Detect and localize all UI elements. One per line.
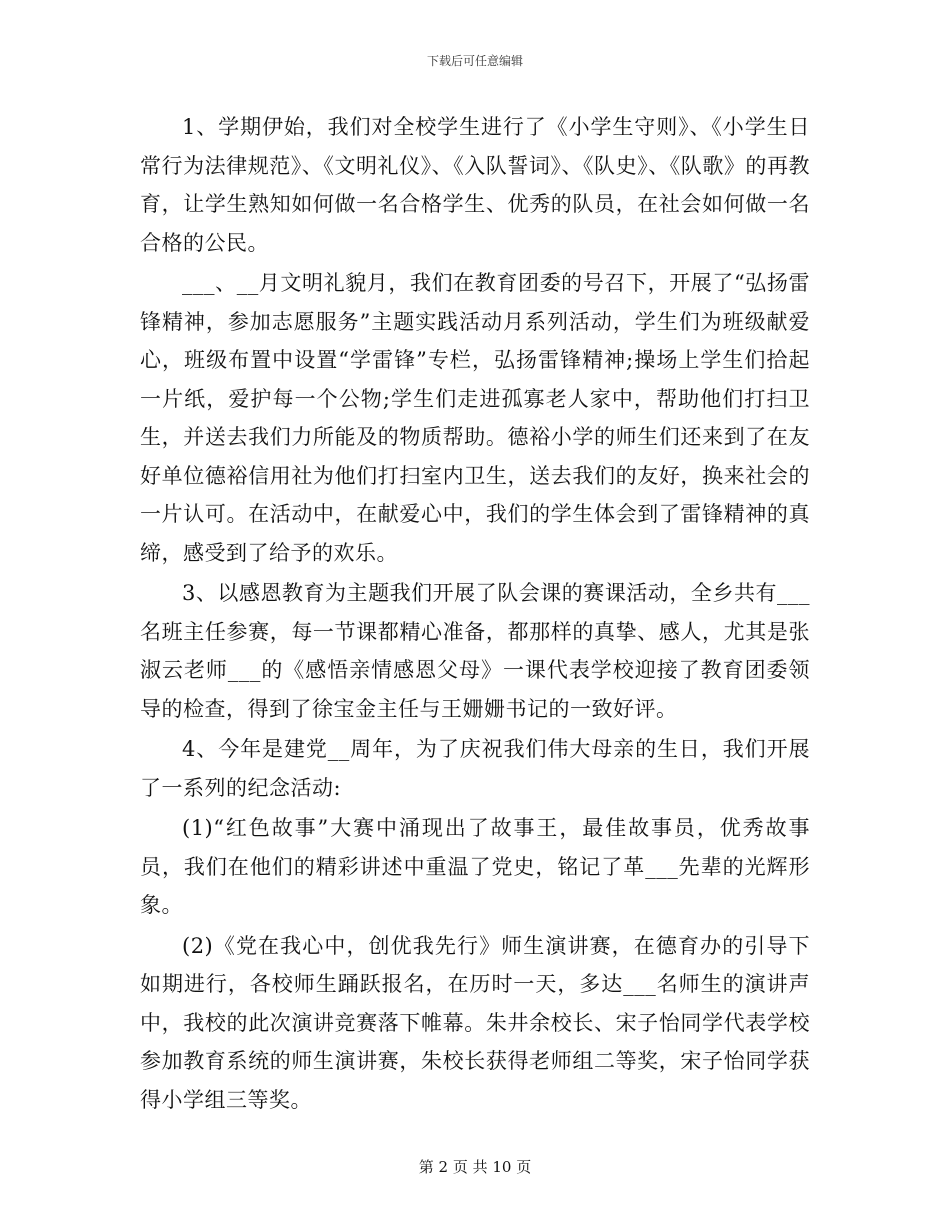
page-header-note: 下载后可任意编辑 <box>426 54 523 68</box>
paragraph-1: 1、学期伊始，我们对全校学生进行了《小学生守则》、《小学生日常行为法律规范》、《文明礼仪》、《入队誓词》、《队史》、《队歌》的再教育，让学生熟知如何做一名合格学生、优秀的队员，在社会如何做一名合格的公民。 <box>140 115 810 255</box>
paragraph-3: 3、以感恩教育为主题我们开展了队会课的赛课活动，全乡共有___名班主任参赛，每一节课都精心准备，都那样的真挚、感人，尤其是张淑云老师___的《感悟亲情感恩父母》一课代表学校迎接了教育团委领导的检查，得到了徐宝金主任与王姗姗书记的一致好评。 <box>140 581 810 721</box>
paragraph-4: 4、今年是建党__周年，为了庆祝我们伟大母亲的生日，我们开展了一系列的纪念活动: <box>140 737 810 800</box>
page-number-footer: 第 2 页 共 10 页 <box>418 1158 532 1176</box>
paragraph-5: (1)“红色故事”大赛中涌现出了故事王，最佳故事员，优秀故事员，我们在他们的精彩讲述中重温了党史，铭记了革___先辈的光辉形象。 <box>140 816 810 917</box>
paragraph-2: ___、__月文明礼貌月，我们在教育团委的号召下，开展了“弘扬雷锋精神，参加志愿服务”主题实践活动月系列活动，学生们为班级献爱心，班级布置中设置“学雷锋”专栏，弘扬雷锋精神;操场上学生们拾起一片纸，爱护每一个公物;学生们走进孤寡老人家中，帮助他们打扫卫生，并送去我们力所能及的物质帮助。德裕小学的师生们还来到了在友好单位德裕信用社为他们打扫室内卫生，送去我们的友好，换来社会的一片认可。在活动中，在献爱心中，我们的学生体会到了雷锋精神的真缔，感受到了给予的欢乐。 <box>140 271 810 565</box>
paragraph-6: (2)《党在我心中，创优我先行》师生演讲赛，在德育办的引导下如期进行，各校师生踊跃报名，在历时一天，多达___名师生的演讲声中，我校的此次演讲竞赛落下帷幕。朱井余校长、宋子怡同学代表学校参加教育系统的师生演讲赛，朱校长获得老师组二等奖，宋子怡同学获得小学组三等奖。 <box>140 933 810 1112</box>
document-body <box>140 108 810 1121</box>
